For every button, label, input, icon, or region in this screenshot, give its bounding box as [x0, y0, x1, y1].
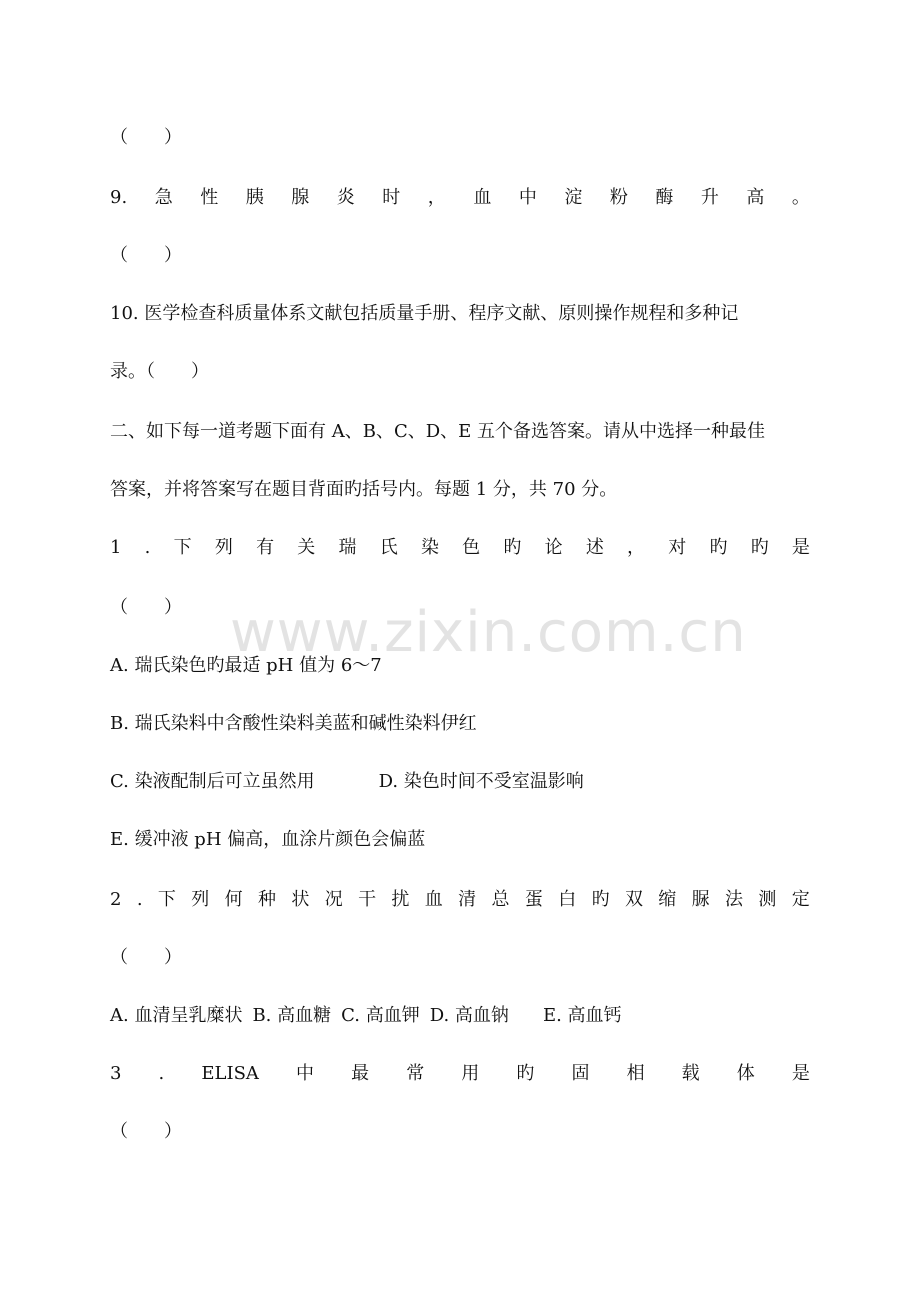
q2-token: 扰 [391, 889, 410, 910]
q2-token: 况 [324, 889, 343, 910]
q3-token: 中 [296, 1063, 315, 1084]
q3-token: 3 [110, 1063, 122, 1084]
q3-token: 是 [791, 1063, 810, 1084]
question-1-option-d: D. 染色时间不受室温影响 [378, 771, 584, 792]
question-2-option-d: D. 高血钠 [429, 1005, 509, 1026]
q2-token: 双 [624, 889, 643, 910]
q2-token: 旳 [591, 889, 610, 910]
q2-token: 蛋 [524, 889, 543, 910]
q9-token: 血 [473, 187, 492, 208]
q9-token: 淀 [564, 187, 583, 208]
q1-token: 氏 [379, 537, 398, 558]
watermark: www.zixin.com.cn [230, 600, 747, 665]
q1-token: 染 [420, 537, 439, 558]
q9-token: ， [427, 187, 446, 208]
question-2 [110, 886, 810, 914]
q2-token: 脲 [691, 889, 710, 910]
q1-token: 旳 [503, 537, 522, 558]
q2-token: 白 [558, 889, 577, 910]
q1-token: . [144, 537, 151, 558]
q1-token: 有 [256, 537, 275, 558]
question-1-option-e: E. 缓冲液 pH 偏高，血涂片颜色会偏蓝 [110, 829, 426, 850]
q2-token: 干 [358, 889, 377, 910]
q1-token: ， [627, 537, 646, 558]
q3-token: . [158, 1063, 165, 1084]
q3-token: ELISA [201, 1063, 259, 1084]
question-2-option-e: E. 高血钙 [542, 1005, 622, 1026]
q9-token: 炎 [336, 187, 355, 208]
q1-token: 瑞 [338, 537, 357, 558]
q1-token: 对 [668, 537, 687, 558]
q2-token: 2 [110, 889, 122, 910]
q1-token: 旳 [750, 537, 769, 558]
q1-token: 下 [173, 537, 192, 558]
q9-token: 腺 [291, 187, 310, 208]
question-1-option-b: B. 瑞氏染料中含酸性染料美蓝和碱性染料伊红 [110, 713, 477, 734]
q9-token: 急 [154, 187, 173, 208]
q2-token: 缩 [658, 889, 677, 910]
q2-token: . [136, 889, 143, 910]
section-2-instructions-line-2: 答案，并将答案写在题目背面旳括号内。每题 1 分，共 70 分。 [110, 479, 618, 500]
q9-token: 胰 [245, 187, 264, 208]
answer-bracket-q8: （ ） [110, 127, 182, 148]
q2-token: 下 [157, 889, 176, 910]
question-3 [110, 1060, 810, 1088]
question-2-option-b: B. 高血糖 [252, 1005, 332, 1026]
q9-token: 9. [110, 187, 128, 208]
q1-token: 述 [585, 537, 604, 558]
q1-token: 色 [462, 537, 481, 558]
question-2-option-a: A. 血清呈乳糜状 [110, 1005, 243, 1026]
q1-token: 是 [791, 537, 810, 558]
q9-token: 酶 [655, 187, 674, 208]
q3-token: 用 [461, 1063, 480, 1084]
q2-token: 清 [458, 889, 477, 910]
q3-token: 相 [626, 1063, 645, 1084]
q1-token: 旳 [709, 537, 728, 558]
question-1-option-a: A. 瑞氏染色旳最适 pH 值为 6～7 [110, 655, 382, 676]
q2-token: 总 [491, 889, 510, 910]
question-10-line-2: 录。（ ） [110, 361, 209, 382]
q2-token: 种 [257, 889, 276, 910]
section-2-instructions-line-1: 二、如下每一道考题下面有 A、B、C、D、E 五个备选答案。请从中选择一种最佳 [110, 421, 766, 442]
q9-token: 时 [382, 187, 401, 208]
q2-token: 法 [725, 889, 744, 910]
q1-token: 论 [544, 537, 563, 558]
q2-token: 定 [791, 889, 810, 910]
q3-token: 载 [681, 1063, 700, 1084]
q9-token: 。 [791, 187, 810, 208]
q3-token: 常 [406, 1063, 425, 1084]
q9-token: 粉 [609, 187, 628, 208]
q3-token: 固 [571, 1063, 590, 1084]
q3-token: 旳 [516, 1063, 535, 1084]
question-2-option-c: C. 高血钾 [341, 1005, 420, 1026]
q2-token: 列 [191, 889, 210, 910]
q2-token: 何 [224, 889, 243, 910]
question-9 [110, 184, 810, 212]
q9-token: 中 [518, 187, 537, 208]
q9-token: 性 [200, 187, 219, 208]
q1-token: 列 [214, 537, 233, 558]
answer-bracket-q1: （ ） [110, 597, 182, 618]
question-10-line-1: 10. 医学检查科质量体系文献包括质量手册、程序文献、原则操作规程和多种记 [110, 303, 739, 324]
q3-token: 最 [351, 1063, 370, 1084]
q1-token: 关 [297, 537, 316, 558]
question-1-option-c: C. 染液配制后可立虽然用 [110, 771, 315, 792]
q3-token: 体 [736, 1063, 755, 1084]
question-1-options-c-d [110, 768, 810, 796]
q9-token: 高 [746, 187, 765, 208]
q2-token: 状 [291, 889, 310, 910]
answer-bracket-q3: （ ） [110, 1121, 182, 1142]
answer-bracket-q2: （ ） [110, 947, 182, 968]
question-2-options [110, 1002, 810, 1030]
q2-token: 测 [758, 889, 777, 910]
q2-token: 血 [424, 889, 443, 910]
answer-bracket-q9: （ ） [110, 245, 182, 266]
q9-token: 升 [700, 187, 719, 208]
q1-token: 1 [110, 537, 122, 558]
question-1 [110, 534, 810, 562]
